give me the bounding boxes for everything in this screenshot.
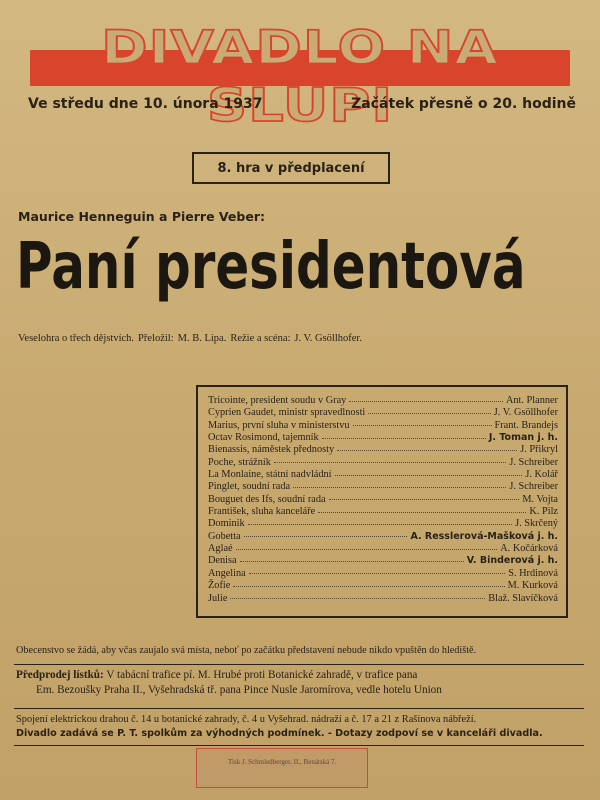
start-time: Začátek přesně o 20. hodině xyxy=(351,96,576,112)
cast-actor: K. Pilz xyxy=(529,506,558,518)
leader-dots xyxy=(233,586,504,587)
cast-row xyxy=(208,481,558,493)
date-line xyxy=(28,96,576,112)
transport-line2: Divadlo zadává se P. T. spolkům za výhodných podmínek. - Dotazy zodpoví se v kanceláři divadla. xyxy=(16,728,543,739)
cast-row xyxy=(208,531,558,543)
translated-by-label: Přeložil: xyxy=(138,333,174,344)
subscription-label: 8. hra v předplacení xyxy=(217,160,365,176)
cast-role: Gobetta xyxy=(208,530,241,542)
leader-dots xyxy=(337,450,517,451)
divider xyxy=(14,708,584,709)
cast-actor: J. Schreiber xyxy=(509,481,558,493)
leader-dots xyxy=(244,536,408,537)
cast-actor: S. Hrdinová xyxy=(508,567,558,579)
cast-row xyxy=(208,469,558,481)
cast-role: Octav Rosimond, tajemník xyxy=(208,432,319,444)
divider xyxy=(14,664,584,665)
cast-actor: J. Skrčený xyxy=(515,518,558,530)
cast-row xyxy=(208,580,558,592)
divider xyxy=(14,745,584,746)
leader-dots xyxy=(274,462,506,463)
cast-role: Aglaé xyxy=(208,543,233,555)
cast-actor: Blaž. Slavíčková xyxy=(488,592,558,604)
play-authors: Maurice Henneguin a Pierre Veber: xyxy=(18,209,265,224)
cast-actor: J. Toman j. h. xyxy=(488,432,558,444)
leader-dots xyxy=(240,561,464,562)
cast-actor: V. Binderová j. h. xyxy=(466,555,558,567)
transport-line1: Spojení elektrickou drahou č. 14 u botanické zahrady, č. 4 u Vyšehrad. nádraží a č. 17 a 21 z Rašínova nábřeží. xyxy=(16,714,477,725)
presale-line2: Em. Bezoušky Praha II., Vyšehradská tř. pana Pince Nusle Jaromírova, vedle hotelu Union xyxy=(36,684,442,696)
cast-role: Cyprien Gaudet, ministr spravedlnosti xyxy=(208,407,366,419)
cast-row xyxy=(208,543,558,555)
direction-label: Režie a scéna: xyxy=(230,333,291,344)
cast-role: Poche, strážník xyxy=(208,456,271,468)
cast-role: La Monlaine, státní nadvládní xyxy=(208,469,332,481)
genre: Veselohra o třech dějstvích. xyxy=(18,333,135,344)
cast-role: Bouguet des Ifs, soudní rada xyxy=(208,493,326,505)
leader-dots xyxy=(249,573,505,574)
subscription-box xyxy=(192,152,390,184)
cast-actor: J. Schreiber xyxy=(509,456,558,468)
cast-actor: M. Kurková xyxy=(507,580,558,592)
cast-row xyxy=(208,555,558,567)
cast-row xyxy=(208,506,558,518)
theatre-title: DIVADLO NA SLUPI xyxy=(101,21,499,133)
play-title: Paní presidentová xyxy=(16,230,526,304)
presale-line1: V tabácní trafice pí. M. Hrubé proti Botanické zahradě, v trafice pana xyxy=(106,669,418,681)
cast-actor: J. Přikryl xyxy=(520,444,558,456)
cast-role: Julie xyxy=(208,592,228,604)
cast-role: Pinglet, soudní rada xyxy=(208,481,291,493)
leader-dots xyxy=(293,487,506,488)
performance-date: Ve středu dne 10. února 1937 xyxy=(28,96,263,112)
cast-role: František, sluha kanceláře xyxy=(208,506,316,518)
cast-row xyxy=(208,568,558,580)
leader-dots xyxy=(248,524,512,525)
translator: M. B. Lipa. xyxy=(177,333,227,344)
leader-dots xyxy=(353,425,492,426)
cast-row xyxy=(208,593,558,605)
leader-dots xyxy=(329,499,520,500)
presale-info xyxy=(16,668,576,698)
cast-role: Žofie xyxy=(208,580,231,592)
leader-dots xyxy=(349,401,503,402)
leader-dots xyxy=(230,598,485,599)
audience-notice: Obecenstvo se žádá, aby včas zaujalo svá místa, neboť po začátku představení nebude nikdo vpuštěn do hlediště. xyxy=(16,645,477,656)
presale-label: Předprodej lístků: xyxy=(16,669,104,681)
stamp xyxy=(196,748,368,788)
cast-actor: A. Kočárková xyxy=(500,543,558,555)
cast-role: Dominik xyxy=(208,518,245,530)
cast-role: Marius, první sluha v ministerstvu xyxy=(208,419,350,431)
cast-actor: M. Vojta xyxy=(522,493,558,505)
leader-dots xyxy=(318,512,526,513)
cast-row xyxy=(208,395,558,407)
cast-row xyxy=(208,444,558,456)
director: J. V. Gsöllhofer. xyxy=(294,333,362,344)
cast-role: Tricointe, president soudu v Gray xyxy=(208,395,347,406)
cast-row xyxy=(208,518,558,530)
cast-row xyxy=(208,457,558,469)
cast-actor: A. Resslerová-Mašková j. h. xyxy=(410,530,558,542)
cast-role: Angelina xyxy=(208,567,246,579)
cast-row xyxy=(208,432,558,444)
cast-actor: Frant. Brandejs xyxy=(494,419,558,431)
cast-list xyxy=(196,385,568,618)
credits-line xyxy=(18,333,578,344)
cast-role: Bienassis, náměstek přednosty xyxy=(208,444,335,456)
cast-actor: Ant. Planner xyxy=(505,395,558,406)
cast-actor: J. Kolář xyxy=(525,469,558,481)
cast-actor: J. V. Gsöllhofer xyxy=(493,407,558,419)
leader-dots xyxy=(368,413,490,414)
cast-row xyxy=(208,407,558,419)
cast-role: Denisa xyxy=(208,555,237,567)
cast-row xyxy=(208,420,558,432)
leader-dots xyxy=(335,475,523,476)
transport-info xyxy=(16,713,582,741)
printer-imprint: Tisk J. Schmiedberger, II., Benátská 7. xyxy=(228,758,337,766)
leader-dots xyxy=(322,438,486,439)
cast-row xyxy=(208,494,558,506)
leader-dots xyxy=(236,549,498,550)
